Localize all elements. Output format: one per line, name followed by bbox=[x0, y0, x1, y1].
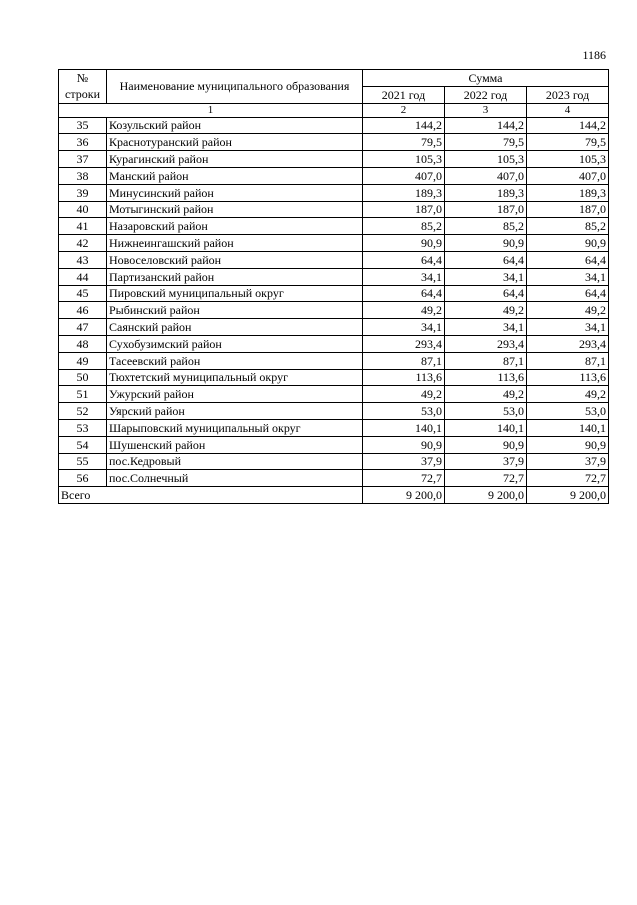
value-2022: 189,3 bbox=[445, 184, 527, 201]
row-number: 35 bbox=[59, 117, 107, 134]
column-number-2: 2 bbox=[363, 103, 445, 117]
value-2022: 34,1 bbox=[445, 268, 527, 285]
total-label: Всего bbox=[59, 487, 107, 504]
value-2023: 105,3 bbox=[527, 151, 609, 168]
header-year-2021: 2021 год bbox=[363, 86, 445, 103]
value-2023: 113,6 bbox=[527, 369, 609, 386]
column-number-1: 1 bbox=[59, 103, 363, 117]
municipality-name: Козульский район bbox=[107, 117, 363, 134]
value-2021: 140,1 bbox=[363, 419, 445, 436]
value-2022: 87,1 bbox=[445, 352, 527, 369]
value-2021: 49,2 bbox=[363, 302, 445, 319]
row-number: 54 bbox=[59, 436, 107, 453]
municipality-name: Уярский район bbox=[107, 403, 363, 420]
table-row bbox=[59, 285, 609, 302]
header-num-word: строки bbox=[65, 87, 100, 102]
value-2022: 49,2 bbox=[445, 302, 527, 319]
table-body bbox=[59, 117, 609, 487]
value-2021: 144,2 bbox=[363, 117, 445, 134]
page-number: 1186 bbox=[582, 48, 606, 62]
value-2022: 90,9 bbox=[445, 436, 527, 453]
value-2023: 87,1 bbox=[527, 352, 609, 369]
municipality-name: Новоселовский район bbox=[107, 251, 363, 268]
value-2023: 90,9 bbox=[527, 436, 609, 453]
municipality-name: Тасеевский район bbox=[107, 352, 363, 369]
table-row bbox=[59, 201, 609, 218]
municipality-name: Ужурский район bbox=[107, 386, 363, 403]
header-year-2022: 2022 год bbox=[445, 86, 527, 103]
row-number: 49 bbox=[59, 352, 107, 369]
header-sum: Сумма bbox=[363, 70, 609, 87]
value-2021: 187,0 bbox=[363, 201, 445, 218]
value-2021: 34,1 bbox=[363, 319, 445, 336]
row-number: 38 bbox=[59, 167, 107, 184]
municipality-name: пос.Солнечный bbox=[107, 470, 363, 487]
total-2022: 9 200,0 bbox=[445, 487, 527, 504]
value-2023: 34,1 bbox=[527, 319, 609, 336]
value-2023: 293,4 bbox=[527, 335, 609, 352]
value-2022: 113,6 bbox=[445, 369, 527, 386]
row-number: 37 bbox=[59, 151, 107, 168]
table-row bbox=[59, 403, 609, 420]
value-2023: 407,0 bbox=[527, 167, 609, 184]
value-2023: 72,7 bbox=[527, 470, 609, 487]
table-row bbox=[59, 352, 609, 369]
table-row bbox=[59, 419, 609, 436]
row-number: 43 bbox=[59, 251, 107, 268]
total-empty-cell bbox=[107, 487, 363, 504]
table-row bbox=[59, 453, 609, 470]
value-2021: 49,2 bbox=[363, 386, 445, 403]
value-2021: 53,0 bbox=[363, 403, 445, 420]
value-2021: 293,4 bbox=[363, 335, 445, 352]
value-2023: 85,2 bbox=[527, 218, 609, 235]
value-2021: 407,0 bbox=[363, 167, 445, 184]
municipality-name: Манский район bbox=[107, 167, 363, 184]
table-row bbox=[59, 151, 609, 168]
value-2022: 90,9 bbox=[445, 235, 527, 252]
value-2021: 90,9 bbox=[363, 235, 445, 252]
value-2022: 85,2 bbox=[445, 218, 527, 235]
table-row bbox=[59, 302, 609, 319]
municipality-name: Рыбинский район bbox=[107, 302, 363, 319]
header-year-2023: 2023 год bbox=[527, 86, 609, 103]
municipality-name: Пировский муниципальный округ bbox=[107, 285, 363, 302]
table-row bbox=[59, 268, 609, 285]
municipality-name: Тюхтетский муниципальный округ bbox=[107, 369, 363, 386]
row-number: 56 bbox=[59, 470, 107, 487]
value-2021: 72,7 bbox=[363, 470, 445, 487]
row-number: 52 bbox=[59, 403, 107, 420]
row-number: 44 bbox=[59, 268, 107, 285]
value-2022: 64,4 bbox=[445, 251, 527, 268]
municipality-name: Саянский район bbox=[107, 319, 363, 336]
row-number: 53 bbox=[59, 419, 107, 436]
table-row bbox=[59, 470, 609, 487]
row-number: 55 bbox=[59, 453, 107, 470]
value-2021: 90,9 bbox=[363, 436, 445, 453]
table-row bbox=[59, 335, 609, 352]
row-number: 42 bbox=[59, 235, 107, 252]
value-2021: 85,2 bbox=[363, 218, 445, 235]
value-2022: 37,9 bbox=[445, 453, 527, 470]
row-number: 51 bbox=[59, 386, 107, 403]
row-number: 36 bbox=[59, 134, 107, 151]
value-2023: 144,2 bbox=[527, 117, 609, 134]
table-row bbox=[59, 184, 609, 201]
total-2021: 9 200,0 bbox=[363, 487, 445, 504]
column-number-row bbox=[59, 103, 609, 117]
value-2023: 90,9 bbox=[527, 235, 609, 252]
value-2023: 79,5 bbox=[527, 134, 609, 151]
table-row bbox=[59, 436, 609, 453]
table-row bbox=[59, 134, 609, 151]
value-2022: 49,2 bbox=[445, 386, 527, 403]
value-2022: 293,4 bbox=[445, 335, 527, 352]
municipality-name: Курагинский район bbox=[107, 151, 363, 168]
total-2023: 9 200,0 bbox=[527, 487, 609, 504]
value-2022: 407,0 bbox=[445, 167, 527, 184]
value-2021: 37,9 bbox=[363, 453, 445, 470]
value-2022: 79,5 bbox=[445, 134, 527, 151]
value-2022: 64,4 bbox=[445, 285, 527, 302]
value-2022: 140,1 bbox=[445, 419, 527, 436]
table-row bbox=[59, 235, 609, 252]
value-2023: 34,1 bbox=[527, 268, 609, 285]
value-2022: 53,0 bbox=[445, 403, 527, 420]
value-2023: 49,2 bbox=[527, 386, 609, 403]
subsidy-table bbox=[58, 69, 609, 504]
value-2021: 105,3 bbox=[363, 151, 445, 168]
value-2021: 64,4 bbox=[363, 285, 445, 302]
header-name: Наименование муниципального образования bbox=[107, 70, 363, 104]
municipality-name: Шарыповский муниципальный округ bbox=[107, 419, 363, 436]
row-number: 45 bbox=[59, 285, 107, 302]
value-2023: 187,0 bbox=[527, 201, 609, 218]
municipality-name: Минусинский район bbox=[107, 184, 363, 201]
column-number-4: 4 bbox=[527, 103, 609, 117]
municipality-name: Шушенский район bbox=[107, 436, 363, 453]
municipality-name: Краснотуранский район bbox=[107, 134, 363, 151]
row-number: 40 bbox=[59, 201, 107, 218]
table-row bbox=[59, 167, 609, 184]
value-2023: 140,1 bbox=[527, 419, 609, 436]
table-row bbox=[59, 117, 609, 134]
row-number: 47 bbox=[59, 319, 107, 336]
value-2023: 53,0 bbox=[527, 403, 609, 420]
municipality-name: пос.Кедровый bbox=[107, 453, 363, 470]
municipality-name: Назаровский район bbox=[107, 218, 363, 235]
value-2022: 144,2 bbox=[445, 117, 527, 134]
table-row bbox=[59, 319, 609, 336]
table-header bbox=[59, 70, 609, 118]
value-2021: 113,6 bbox=[363, 369, 445, 386]
value-2023: 189,3 bbox=[527, 184, 609, 201]
column-number-3: 3 bbox=[445, 103, 527, 117]
value-2023: 64,4 bbox=[527, 251, 609, 268]
municipality-name: Нижнеингашский район bbox=[107, 235, 363, 252]
row-number: 46 bbox=[59, 302, 107, 319]
value-2021: 87,1 bbox=[363, 352, 445, 369]
municipality-name: Мотыгинский район bbox=[107, 201, 363, 218]
municipality-name: Сухобузимский район bbox=[107, 335, 363, 352]
value-2023: 64,4 bbox=[527, 285, 609, 302]
value-2022: 34,1 bbox=[445, 319, 527, 336]
value-2022: 105,3 bbox=[445, 151, 527, 168]
header-row-number bbox=[59, 70, 107, 104]
municipality-name: Партизанский район bbox=[107, 268, 363, 285]
header-num-symbol: № bbox=[76, 71, 89, 86]
row-number: 39 bbox=[59, 184, 107, 201]
table-row bbox=[59, 369, 609, 386]
table-row bbox=[59, 386, 609, 403]
row-number: 50 bbox=[59, 369, 107, 386]
row-number: 48 bbox=[59, 335, 107, 352]
value-2021: 79,5 bbox=[363, 134, 445, 151]
value-2023: 49,2 bbox=[527, 302, 609, 319]
value-2021: 34,1 bbox=[363, 268, 445, 285]
value-2022: 72,7 bbox=[445, 470, 527, 487]
value-2023: 37,9 bbox=[527, 453, 609, 470]
value-2021: 64,4 bbox=[363, 251, 445, 268]
table-row bbox=[59, 251, 609, 268]
table-row bbox=[59, 218, 609, 235]
value-2022: 187,0 bbox=[445, 201, 527, 218]
value-2021: 189,3 bbox=[363, 184, 445, 201]
total-row bbox=[59, 487, 609, 504]
row-number: 41 bbox=[59, 218, 107, 235]
